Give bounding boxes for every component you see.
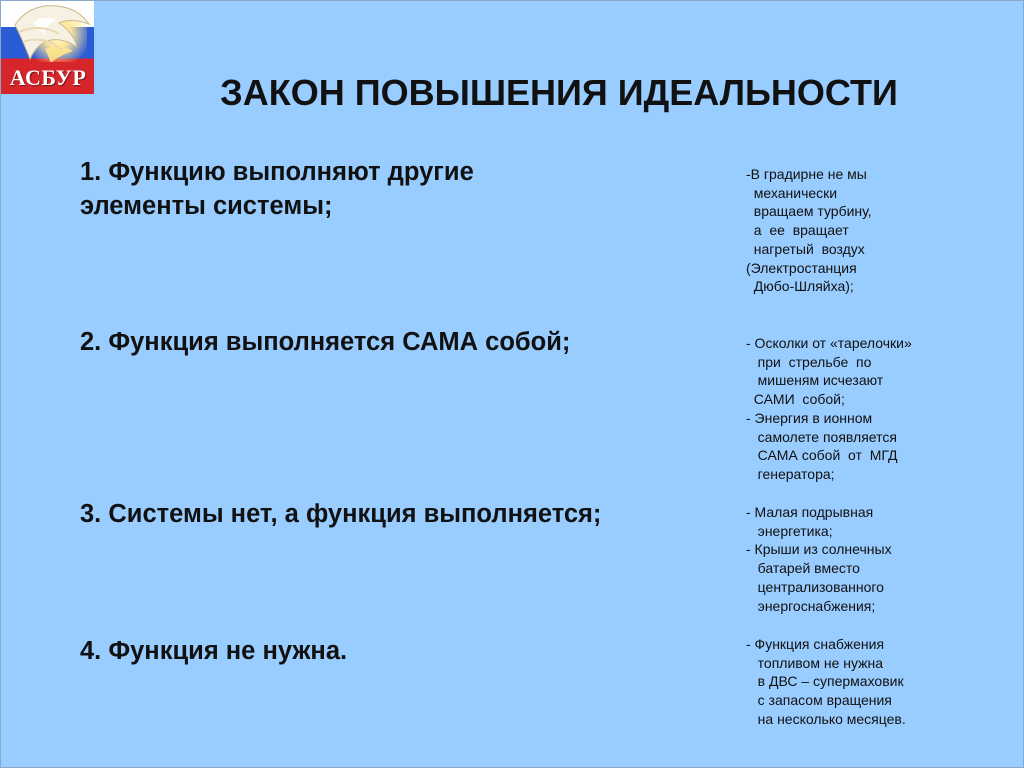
item-3-note: - Малая подрывная энергетика; - Крыши из солнечных батарей вместо централизованного энергоснабжения; xyxy=(746,504,892,614)
item-1-text: 1. Функцию выполняют другие элементы системы; xyxy=(80,158,474,220)
page-title: ЗАКОН ПОВЫШЕНИЯ ИДЕАЛЬНОСТИ xyxy=(220,72,898,113)
item-2-text: 2. Функция выполняется САМА собой; xyxy=(80,328,571,356)
item-2-note: - Осколки от «тарелочки» при стрельбе по мишеням исчезают САМИ собой; - Энергия в ионном самолете появляется САМА собой от МГД генератора; xyxy=(746,335,912,482)
item-1-note: -В градирне не мы механически вращаем турбину, а ее вращает нагретый воздух (Электростанция Дюбо-Шляйха); xyxy=(746,166,872,295)
logo-text: АСБУР xyxy=(9,65,87,90)
item-4-text: 4. Функция не нужна. xyxy=(80,637,348,665)
item-4-note: - Функция снабжения топливом не нужна в ДВС – супермаховик с запасом вращения на несколько месяцев. xyxy=(746,636,906,727)
item-3-text: 3. Системы нет, а функция выполняется; xyxy=(80,500,602,528)
